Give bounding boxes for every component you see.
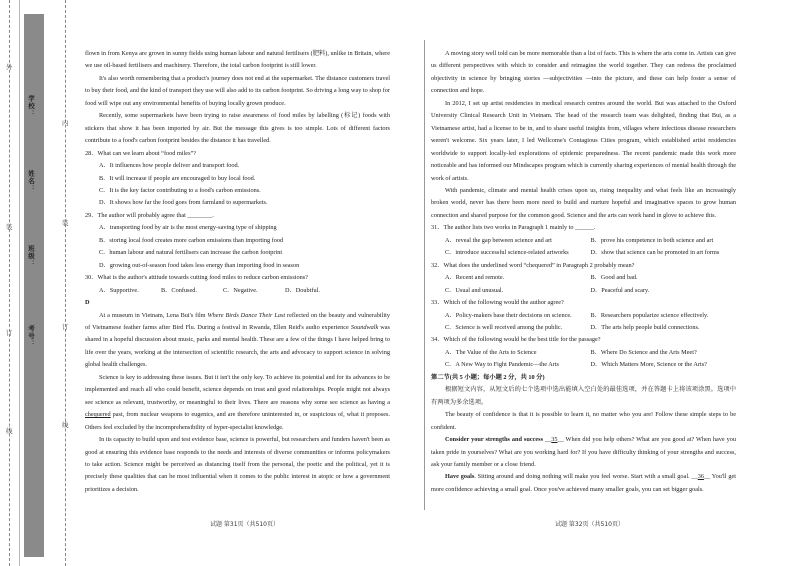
option: B．Confused. [161,286,197,294]
left-column [85,48,390,496]
blank-36: 36 [697,473,704,481]
question-34: 34．Which of the following would be the best title for the passage? [431,336,601,344]
option: B．Good and bad. [590,274,638,282]
options-row [431,347,736,359]
question-33: 33．Which of the following would the author agree? [431,299,564,307]
question-29: 29．The author will probably agree that ________. [85,211,214,219]
option: D．Which Matters More, Science or the Arts? [590,361,707,369]
step-heading: Have goals [445,473,475,481]
binding-label: 线 [62,421,69,429]
paragraph: Recently, some supermarkets have been trying to raise awareness of food miles by labelling (标记) foods with stickers that show it has been imported by air. But the message this gives is too simple. Lots of different factors contribute to a food's carbon footprint besides the distance it has travelled. [85,112,390,145]
page-footer-right: 试题 第32页（共510页） [555,521,624,528]
text: was shared in a hopeful discussion about music, parks and mental health. These are a few of the things I have helped bring to life over the years, working at the intersection of scientific research, the arts and advocacy to support science in solving global health challenges. [85,323,390,369]
paragraph [85,310,390,372]
option: C．Science is well received among the public. [445,323,563,331]
options-row [431,310,736,322]
text: At a museum in Vietnam, Lena Bui's film [99,311,208,319]
film-title: Where Birds Dance Their Last [207,311,286,319]
option: B．prove his competence in both science and art [590,236,714,244]
paragraph: Consider your strengths and success __35__ When did you help others? What are you good at? When have you taken pride in yourselves? What are you working hard for? If you have difficulty thinking of your strengths and success, ask your family member or a close friend. [431,436,737,468]
class-field: 班级： [27,245,35,268]
option: C．introduce successful science-related artworks [445,249,569,257]
text: When did you help others? What are you good at? When have you taken pride in yourselves? What are you working hard for? If you have difficulty thinking of your strengths and success, ask your family member or a close friend. [431,436,737,468]
paragraph: It's also worth remembering that a product's journey does not end at the supermarket. The distance customers travel to buy their food, and the kind of transport they use will also add to its carbon footprint. So driving a long way to shop for food will wipe out any environmental benefits of buying locally grown produce. [85,74,390,107]
binding-label: 订 [62,323,69,331]
paragraph: The beauty of confidence is that it is possible to learn it, no matter who you are! Follow these simple steps to be confident. [431,411,736,431]
inner-cut-line [65,0,66,566]
binding-label: 线 [6,427,13,435]
option: B．Researchers popularize science effectively. [590,311,709,319]
options-row [431,247,736,259]
option: B．storing local food creates more carbon emissions than importing food [99,236,284,244]
question-31: 31．The author lists two works in Paragraph 1 mainly to ______. [431,224,596,232]
paragraph: With pandemic, climate and mental health crises upon us, rising inequality and what feels like an increasingly broken world, never has there been more need to build and nurture hopeful and imaginative spaces to grow human connection and shared purpose for the common good. Science and the arts can work hand in glove to achieve this. [431,186,736,219]
section-heading-2: 第二节(共 5 小题；每小题 2 分，共 10 分) [431,373,545,381]
options-row [431,322,736,334]
question-30: 30．What is the author's attitude towards cutting food miles to reduce carbon emissions? [85,274,308,282]
option: B．Where Do Science and the Arts Meet? [590,348,697,356]
option: C．Negative. [223,286,258,294]
binding-label: 装 [6,223,13,231]
options-row [431,272,736,284]
name-field: 姓名： [27,170,35,193]
binding-label: 内 [62,119,69,127]
option: A．Policy-makers base their decisions on science. [445,311,572,319]
text: . Sitting around and doing nothing will make you feel worse. Start with a small goal. [474,473,690,481]
paragraph: flown in from Kenya are grown in sunny fields using human labour and natural fertilisers (肥料), unlike in Britain, where we use oil-based fertilisers and machinery. Therefore, the total carbon footprint is still lower. [85,50,390,70]
binding-margin-outer [0,0,20,566]
question-28: 28．What can we learn about “food miles”? [85,149,197,157]
binding-label: 订 [6,329,13,337]
option: D．Doubtful. [285,286,320,294]
option: C．It is the key factor contributing to a food's carbon emissions. [99,186,261,194]
page-footer-left: 试题 第31页（共510页） [210,521,279,528]
text: reflected on the beauty and vulnerability of Vietnamese feather farms after Bird Flu. During a festival in Rwanda, Ellen Reid's audio experience [85,311,390,331]
option: A．reveal the gap between science and art [445,236,552,244]
student-info-margin [27,0,75,566]
options-row [85,285,390,297]
option: A．transporting food by air is the most energy-saving type of shipping [99,224,277,232]
column-divider [424,40,425,510]
section-heading-d: D [85,299,90,307]
right-column [431,48,736,496]
outer-cut-line [9,0,10,566]
option: C．human labour and natural fertilisers can increase the carbon footprint [99,249,283,257]
exam-number-field: 考号： [27,325,35,348]
text: You'll get more confidence achieving a small goal. Once you've achieved many smaller goals, you can set bigger goals. [431,473,736,493]
blank-35: 35 [551,436,558,444]
text: past, from nuclear weapons to eugenics, and are therefore uninterested in, or suspicious of, what it proposes. Others feel excluded by the incomprehensibility of hyper-specialist knowledge. [85,411,390,431]
options-row [431,285,736,297]
paragraph: In its capacity to build upon and test evidence base, science is powerful, but researchers and funders haven't been as good at ensuring this evidence base responds to the needs and interests of diverse communities or informs policymakers to take action. Science might be perceived as distancing itself from the personal, the poetic and the political, yet it is precisely these qualities that can be most influential when it comes to the public interest in atopic or how a government prioritizes a decision. [85,436,390,493]
step-heading: Consider your strengths and success [445,436,544,444]
option: C．A New Way to Fight Pandemic—the Arts [445,361,559,369]
work-title: Soundwalk [350,323,379,331]
school-field: 学校： [27,95,35,118]
options-row [431,359,736,371]
option: C．Usual and unusual. [445,286,504,294]
option: A．It influences how people deliver and transport food. [99,162,240,170]
paragraph: Have goals. Sitting around and doing nothing will make you feel worse. Start with a small goal. __36__ You'll get more confidence achieving a small goal. Once you've achieved many smaller goals, you can set bigger goals. [431,473,736,493]
option: A．The Value of the Arts to Science [445,348,537,356]
option: D．show that science can be promoted in art forms [590,249,720,257]
option: D．It shows how far the food goes from farmland to supermarkets. [99,199,268,207]
paragraph: In 2012, I set up artist residencies in medical research centres around the world. Bui was attached to the Oxford University Clinical Research Unit in Vietnam. The head of the research team was delighted, finding that Bui, as a Vietnamese artist, had a license to be in, and to share useful insights from, villages where infectious disease researchers weren't welcome. Six years later, I led Wellcome's Contagious Cities program, which established artist residencies worldwide to support locally-led explorations of epidemic preparedness. The recent pandemic made this work more noticeable and has informed our Mindscapes program which is currently sharing experiences of mental health through the work of artists. [431,99,736,182]
option: A．Supportive. [99,286,139,294]
binding-label: 装 [62,219,69,227]
paragraph [85,372,390,434]
option: D．growing out-of-season food takes less energy than importing food in season [99,261,300,269]
underlined-word: chequered [85,411,111,419]
options-row [431,235,736,247]
option: B．It will increase if people are encouraged to buy local food. [99,174,256,182]
text: Science is key to addressing these issues. But it isn't the only key. To achieve its potential and for its advances to be implemented and reach all who could benefit, science depends on trust and good relationships. People might not always see science as relevant, trustworthy, or meaningful to their lives. There are reasons why some see science as having a [85,373,390,406]
instructions: 根据短文内容，从短文后的七个选项中选出能填入空白处的最佳选项，并在答题卡上将该项涂黑。选项中有两项为多余选项。 [431,386,736,406]
option: D．The arts help people build connections. [590,323,700,331]
paragraph: A moving story well told can be more memorable than a list of facts. This is where the arts come in. Artists can give us different perspectives with which to consider and reimagine the world together. They can redress the proclaimed objectivity in science by bringing stories —subjectivities —into the picture, and these can help foster a sense of connection and hope. [431,50,736,95]
option: D．Peaceful and scary. [590,286,650,294]
binding-label: 外 [6,63,13,71]
option: A．Recent and remote. [445,274,505,282]
question-32: 32．What does the underlined word “chequered” in Paragraph 2 probably mean? [431,261,635,269]
